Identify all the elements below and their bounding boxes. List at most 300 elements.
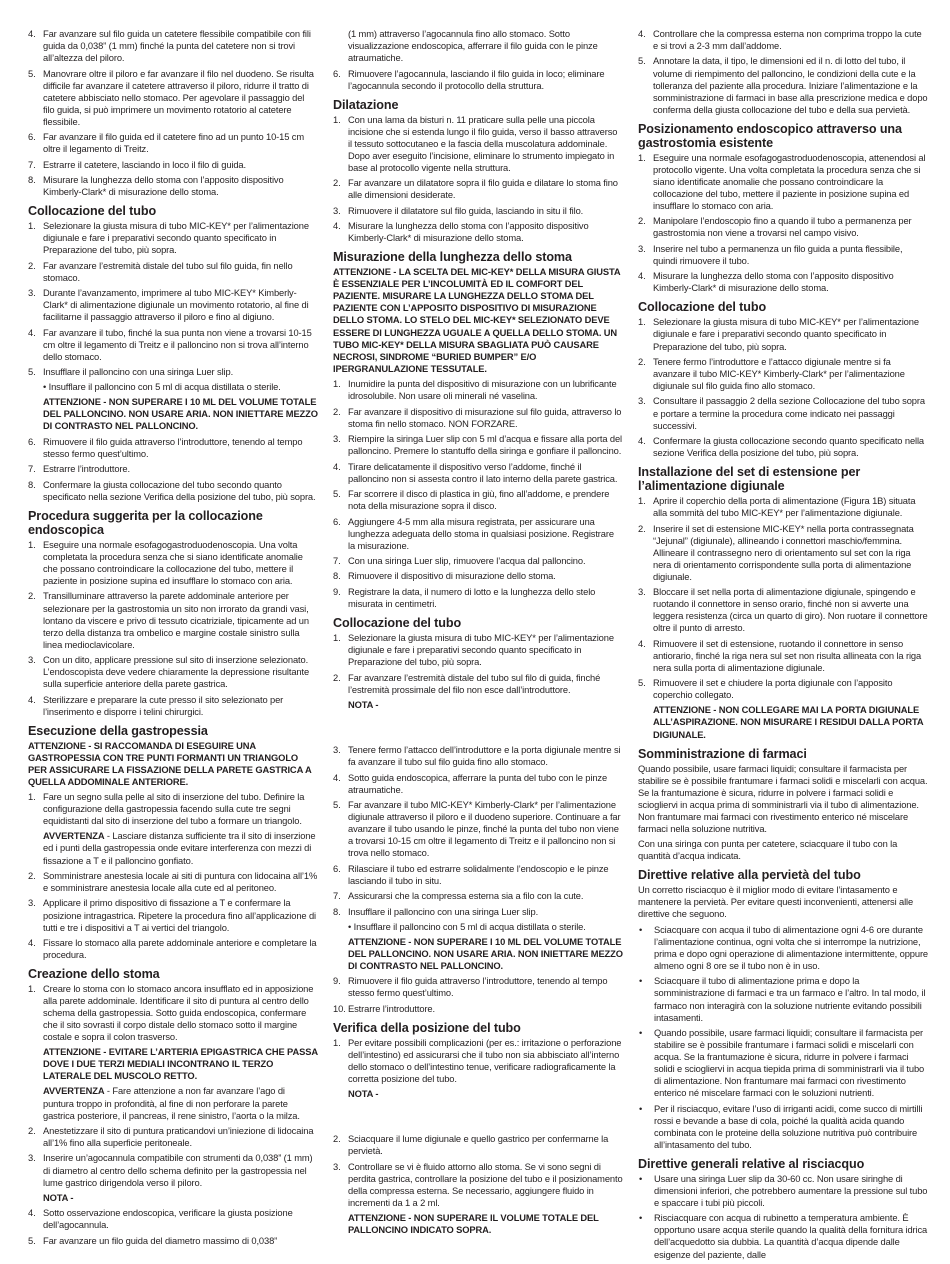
step-number: 10. bbox=[333, 1003, 346, 1014]
step-warning: ATTENZIONE - NON SUPERARE I 10 ML DEL VOLUME TOTALE DEL PALLONCINO. NON USARE ARIA. NON INIETTARE MEZZO DI CONTRASTO NEL PALLONCINO. bbox=[43, 397, 318, 432]
numbered-step bbox=[28, 791, 318, 866]
step-number: 8. bbox=[28, 175, 36, 186]
step-body bbox=[348, 570, 623, 582]
figure-gap bbox=[333, 714, 623, 744]
step-text: Sotto osservazione endoscopica, verificare la giusta posizione dell’agocannula. bbox=[43, 1208, 293, 1231]
step-text: Rimuovere il set e chiudere la porta digiunale con l’apposito coperchio collegato. bbox=[653, 678, 893, 701]
step-number: 5. bbox=[333, 800, 341, 811]
bullet-text: Per il risciacquo, evitare l’uso di irriganti acidi, come succo di mirtilli rossi e bevande a base di cola, poiché la qualità acida quando combinata con le proteine della soluzione nutritiva può contribuire all’intasamento del tubo. bbox=[654, 1103, 923, 1150]
step-text: Sotto guida endoscopica, afferrare la punta del tubo con le pinze atraumatiche. bbox=[348, 772, 608, 795]
step-body bbox=[348, 378, 623, 402]
step-number: 3. bbox=[638, 243, 646, 254]
numbered-step bbox=[638, 638, 928, 674]
step-body bbox=[43, 131, 318, 155]
step-text: Tenere fermo l’introduttore e l’attacco digiunale mentre si fa avanzare il tubo MIC-KEY* Kimberly-Clark* per l’alimentazione digiunale sul filo guida fino allo stomaco. bbox=[653, 356, 905, 392]
step-body bbox=[43, 1235, 318, 1247]
numbered-step bbox=[638, 395, 928, 431]
numbered-step bbox=[333, 406, 623, 430]
step-body bbox=[348, 632, 623, 668]
step-body bbox=[348, 744, 623, 768]
step-body bbox=[43, 463, 318, 475]
numbered-step bbox=[28, 287, 318, 323]
step-text: Tenere fermo l’attacco dell’introduttore e la porta digiunale mentre si fa avanzare il tubo sul filo guida fino allo stomaco. bbox=[348, 745, 621, 768]
numbered-step bbox=[333, 672, 623, 711]
step-body bbox=[348, 586, 623, 610]
numbered-step bbox=[333, 975, 623, 999]
step-text: Con una lama da bisturi n. 11 praticare sulla pelle una piccola incisione che si estenda lungo il filo guida, verso il basso attraverso il tessuto sottocutaneo e la fascia della muscolatura addominale. Dopo aver eseguito l’incisione, eliminare lo strumento impiegato in base al protocollo vigente nella struttura. bbox=[348, 114, 618, 173]
step-body bbox=[348, 975, 623, 999]
numbered-step bbox=[333, 1133, 623, 1157]
step-number: 2. bbox=[28, 260, 36, 271]
step-text: Durante l’avanzamento, imprimere al tubo MIC-KEY* Kimberly-Clark* di alimentazione digiunale un movimento rotatorio, al fine di facilitarne il passaggio attraverso il piloro e fino al digiuno. bbox=[43, 288, 309, 323]
step-number: 1. bbox=[28, 984, 36, 995]
numbered-step bbox=[638, 215, 928, 239]
step-body bbox=[43, 287, 318, 323]
step-number: 3. bbox=[638, 396, 646, 407]
step-body bbox=[348, 461, 623, 485]
step-body bbox=[43, 791, 318, 866]
bullet-dot: • bbox=[639, 1173, 643, 1184]
step-text: Creare lo stoma con lo stomaco ancora insufflato ed in apposizione alla parete addominale. Identificare il sito di puntura al centro dello schema della gastropessia. Sotto guida endoscopica, confermare che il sito sovrasti il corpo distale dello stomaco sotto il margine costale e sopra il colon trasverso. bbox=[43, 984, 314, 1043]
step-text: Controllare che la compressa esterna non comprima troppo la cute e si trovi a 2-3 mm dall’addome. bbox=[653, 29, 922, 52]
step-number: 4. bbox=[28, 29, 36, 39]
numbered-step bbox=[333, 799, 623, 859]
numbered-step bbox=[28, 983, 318, 1122]
step-sub-line: • Insufflare il palloncino con 5 ml di acqua distillata o sterile. bbox=[43, 382, 281, 393]
step-body bbox=[653, 316, 928, 352]
step-number: 2. bbox=[333, 406, 341, 417]
step-number: 4. bbox=[333, 461, 341, 472]
step-body bbox=[43, 870, 318, 894]
numbered-step bbox=[333, 461, 623, 485]
step-body bbox=[653, 28, 928, 52]
step-body bbox=[348, 406, 623, 430]
column-left bbox=[28, 28, 318, 1250]
step-number: 1. bbox=[333, 379, 341, 390]
numbered-step bbox=[28, 220, 318, 256]
section-heading: Creazione dello stoma bbox=[28, 967, 160, 982]
numbered-step bbox=[333, 488, 623, 512]
step-text: Inserire nel tubo a permanenza un filo guida a punta flessibile, quindi rimuovere il tubo. bbox=[653, 243, 903, 266]
step-text: Applicare il primo dispositivo di fissazione a T e confermare la posizione intragastrica. Ripetere la procedura fino all’applicazione di tutti e tre i dispositivi a T ai vertici del triangolo. bbox=[43, 898, 316, 933]
section-heading: Dilatazione bbox=[333, 97, 399, 112]
step-body bbox=[43, 220, 318, 256]
column-right bbox=[638, 28, 928, 1264]
numbered-step bbox=[638, 435, 928, 459]
step-text: Somministrare anestesia locale ai siti di puntura con lidocaina all’1% e somministrare anestesia locale alla cute ed al peritoneo. bbox=[43, 870, 318, 894]
step-body bbox=[348, 1161, 623, 1236]
step-body bbox=[43, 694, 318, 718]
section-heading: Installazione del set di estensione per l’alimentazione digiunale bbox=[638, 465, 861, 494]
step-number: 4. bbox=[28, 937, 36, 948]
warning-text: ATTENZIONE - SI RACCOMANDA DI ESEGUIRE UNA GASTROPESSIA CON TRE PUNTI FORMANTI UN TRIANGOLO PER ASSICURARE LA FISSAZIONE DELLA PARETE GASTRICA A QUELLA ADDOMINALE ANTERIORE. bbox=[28, 740, 312, 787]
numbered-step bbox=[28, 870, 318, 894]
bullet-text: Usare una siringa Luer slip da 30-60 cc. Non usare siringhe di dimensioni inferiori, che potrebbero aumentare la pressione sul tubo e spaccare i tubi più piccoli. bbox=[654, 1173, 928, 1208]
step-number: 4. bbox=[638, 271, 646, 282]
step-number: 4. bbox=[638, 638, 646, 649]
step-text: Per evitare possibili complicazioni (per es.: irritazione o perforazione dell’intestino) ed assicurarsi che il tubo non sia abbisciato all’interno dello stomaco o dell’intestino tenue, verificare radiograficamente la corretta posizione del tubo. bbox=[348, 1037, 622, 1084]
step-number: 4. bbox=[28, 694, 36, 705]
step-text: Fissare lo stomaco alla parete addominale anteriore e completare la procedura. bbox=[43, 937, 317, 961]
step-warning: ATTENZIONE - NON COLLEGARE MAI LA PORTA DIGIUNALE ALL’ASPIRAZIONE. NON MISURARE I RESIDUI DALLA PORTA DIGIUNALE. bbox=[653, 705, 924, 740]
step-text: Eseguire una normale esofagogastroduodenoscopia, attenendosi al protocollo vigente. Una volta completata la procedura senza che si siano identificate anomalie che possano controindicare la collocazione del tubo, mettere il paziente in posizione supina ed insufflare lo stomaco con aria. bbox=[653, 152, 926, 211]
step-body bbox=[43, 68, 318, 128]
step-advisory bbox=[43, 830, 318, 866]
numbered-step bbox=[28, 463, 318, 475]
numbered-step bbox=[28, 1207, 318, 1231]
bullet-dot: • bbox=[639, 1213, 643, 1224]
step-body bbox=[43, 1125, 318, 1149]
step-body bbox=[348, 205, 623, 217]
advisory-label: AVVERTENZA bbox=[43, 1086, 105, 1097]
step-body bbox=[653, 677, 928, 740]
step-body bbox=[348, 1037, 623, 1100]
step-body bbox=[653, 270, 928, 294]
numbered-step bbox=[638, 28, 928, 52]
step-text: Tirare delicatamente il dispositivo verso l’addome, finché il palloncino non si assesta contro il lato interno della parete gastrica. bbox=[348, 461, 618, 484]
step-warning: ATTENZIONE - EVITARE L’ARTERIA EPIGASTRICA CHE PASSA DOVE I DUE TERZI MEDIALI INCONTRANO IL TERZO LATERALE DEL MUSCOLO RETTO. bbox=[43, 1047, 318, 1082]
numbered-step bbox=[28, 897, 318, 933]
step-body bbox=[43, 260, 318, 284]
step-text: Estrarre il catetere, lasciando in loco il filo di guida. bbox=[43, 159, 246, 170]
step-body bbox=[348, 890, 623, 902]
step-text: Rilasciare il tubo ed estrarre solidalmente l’endoscopio e le pinze lasciando il tubo in situ. bbox=[348, 863, 609, 886]
numbered-step bbox=[28, 937, 318, 961]
step-number: 3. bbox=[333, 434, 341, 445]
step-number: 4. bbox=[28, 1208, 36, 1219]
numbered-step bbox=[28, 436, 318, 460]
warning-text: ATTENZIONE - LA SCELTA DEL MIC-KEY* DELLA MISURA GIUSTA È ESSENZIALE PER L’INCOLUMITÀ ED IL COMFORT DEL PAZIENTE. MISURARE LA LUNGHEZZA DELLO STOMA DEL PAZIENTE CON L’APPOSITO DISPOSITIVO DI MISURAZIONE DELLO STOMA. LO STELO DEL MIC-KEY* SELEZIONATO DEVE ESSERE DI LUNGHEZZA UGUALE A QUELLA DELLO STOMA. UN TUBO MIC-KEY* DELLA MISURA SBAGLIATA PUÒ CAUSARE NECROSI, SINDROME “BURIED BUMPER” E/O IPERGRANULAZIONE TESSUTALE. bbox=[333, 267, 621, 374]
numbered-step bbox=[638, 523, 928, 583]
step-number: 5. bbox=[28, 1235, 36, 1246]
step-body bbox=[43, 479, 318, 503]
step-text: Con un dito, applicare pressione sul sito di inserzione selezionato. L’endoscopista deve vedere chiaramente la depressione risultante sulla superficie anteriore della parete gastrica. bbox=[43, 655, 310, 690]
paragraph: Quando possibile, usare farmaci liquidi; consultare il farmacista per stabilire se è possibile frantumare i farmaci solidi e miscelarli con acqua. Se la frantumazione è sicura, ridurre in polvere i farmaci solidi e sciogliervi in acqua prima di somministrarli via il tubo di alimentazione. Non frantumare mai farmaci con rivestimento enterico né miscelare farmaci nella soluzione nutritiva. bbox=[638, 763, 928, 834]
step-text: Consultare il passaggio 2 della sezione Collocazione del tubo sopra e portare a termine la procedura come indicato nei passaggi successivi. bbox=[653, 396, 925, 431]
step-number: 9. bbox=[333, 976, 341, 987]
step-number: 5. bbox=[28, 68, 36, 79]
bullet-item bbox=[638, 924, 928, 972]
section-heading: Verifica della posizione del tubo bbox=[333, 1020, 521, 1035]
step-warning: ATTENZIONE - NON SUPERARE IL VOLUME TOTALE DEL PALLONCINO INDICATO SOPRA. bbox=[348, 1213, 599, 1236]
step-text: Manipolare l’endoscopio fino a quando il tubo a permanenza per gastrostomia non viene a trovarsi nel campo visivo. bbox=[653, 216, 912, 239]
advisory-label: AVVERTENZA bbox=[43, 831, 105, 842]
step-body bbox=[348, 433, 623, 457]
numbered-step bbox=[28, 68, 318, 128]
step-body bbox=[653, 152, 928, 212]
step-number: 8. bbox=[333, 571, 341, 582]
step-text: Anestetizzare il sito di puntura praticandovi un’iniezione di lidocaina all’1% fino alla superficie peritoneale. bbox=[43, 1125, 314, 1149]
step-number: 1. bbox=[28, 792, 36, 803]
step-text: Far avanzare un dilatatore sopra il filo guida e dilatare lo stoma fino alle dimensioni desiderate. bbox=[348, 178, 618, 201]
bullet-dot: • bbox=[639, 1103, 643, 1114]
numbered-step bbox=[638, 677, 928, 740]
numbered-step bbox=[333, 516, 623, 552]
step-text: Registrare la data, il numero di lotto e la lunghezza dello stelo misurata in centimetri. bbox=[348, 586, 596, 609]
numbered-step bbox=[333, 586, 623, 610]
step-number: 8. bbox=[333, 906, 341, 917]
step-body bbox=[348, 28, 623, 64]
numbered-step bbox=[333, 205, 623, 217]
section-heading: Somministrazione di farmaci bbox=[638, 746, 807, 761]
note-label: NOTA - bbox=[348, 1088, 379, 1099]
step-body bbox=[43, 366, 318, 432]
step-text: Rimuovere l’agocannula, lasciando il filo guida in loco; eliminare l’agocannula secondo il protocollo della struttura. bbox=[348, 68, 605, 91]
step-text: Sciacquare il lume digiunale e quello gastrico per confermarne la pervietà. bbox=[348, 1134, 609, 1157]
step-text: Bloccare il set nella porta di alimentazione digiunale, spingendo e ruotando il connettore in senso orario, finché non si avverte una leggera resistenza (circa un quarto di giro). Non ruotare il connettore oltre il punto di arresto. bbox=[653, 587, 928, 634]
step-number: 7. bbox=[28, 159, 36, 170]
step-number: 3. bbox=[638, 587, 646, 598]
numbered-step bbox=[28, 539, 318, 587]
paragraph: Un corretto risciacquo è il miglior modo di evitare l’intasamento e mantenere la pervietà. Per evitare questi inconvenienti, attenersi alle direttive che seguono. bbox=[638, 885, 914, 920]
numbered-step bbox=[28, 1152, 318, 1203]
section-heading: Collocazione del tubo bbox=[638, 300, 767, 315]
step-text: Misurare la lunghezza dello stoma con l’apposito dispositivo Kimberly-Clark* di misurazione dello stoma. bbox=[43, 175, 284, 198]
numbered-step bbox=[333, 114, 623, 174]
numbered-step bbox=[333, 890, 623, 902]
step-body bbox=[653, 586, 928, 634]
numbered-step bbox=[638, 152, 928, 212]
step-number: 2. bbox=[638, 356, 646, 367]
step-number: 1. bbox=[638, 152, 646, 163]
numbered-step bbox=[333, 68, 623, 92]
step-number: 4. bbox=[638, 29, 646, 39]
step-number: 3. bbox=[333, 745, 341, 756]
step-text: Estrarre l’introduttore. bbox=[43, 464, 130, 475]
step-body bbox=[43, 937, 318, 961]
step-warning: ATTENZIONE - NON SUPERARE I 10 ML DEL VOLUME TOTALE DEL PALLONCINO. NON USARE ARIA. NON INIETTARE MEZZO DI CONTRASTO NEL PALLONCINO. bbox=[348, 936, 623, 971]
step-number: 2. bbox=[28, 1125, 36, 1136]
step-number: 3. bbox=[28, 655, 36, 666]
step-body bbox=[43, 159, 318, 171]
step-continuation bbox=[333, 28, 623, 64]
step-number: 2. bbox=[28, 591, 36, 602]
step-number: 3. bbox=[333, 205, 341, 216]
numbered-step bbox=[638, 243, 928, 267]
numbered-step bbox=[28, 366, 318, 432]
step-body bbox=[348, 772, 623, 796]
step-body bbox=[43, 436, 318, 460]
numbered-step bbox=[333, 433, 623, 457]
numbered-step bbox=[28, 590, 318, 650]
step-number: 6. bbox=[333, 863, 341, 874]
step-body bbox=[43, 1152, 318, 1203]
step-number: 9. bbox=[333, 586, 341, 597]
step-text: Inserire il set di estensione MIC-KEY* nella porta contrassegnata “Jejunal” (digiunale), allineando i connettori maschio/femmina. Allineare il contrassegno nero di orientamento sul set con la riga nera di orientamento corrispondente sulla porta di alimentazione digiunale. bbox=[653, 523, 914, 582]
step-text: Aprire il coperchio della porta di alimentazione (Figura 1B) situata alla sommità del tubo MIC-KEY* per l’alimentazione digiunale. bbox=[653, 496, 916, 519]
step-body bbox=[348, 863, 623, 887]
step-text: Far avanzare il filo guida ed il catetere fino ad un punto 10-15 cm oltre il legamento di Treitz. bbox=[43, 132, 305, 155]
step-text: Riempire la siringa Luer slip con 5 ml d’acqua e fissare alla porta del palloncino. Premere lo stantuffo della siringa e gonfiare il palloncino. bbox=[348, 434, 623, 457]
step-text: Inumidire la punta del dispositivo di misurazione con un lubrificante idrosolubile. Non usare oli minerali né vaselina. bbox=[348, 379, 617, 402]
step-text: Con una siringa Luer slip, rimuovere l’acqua dal palloncino. bbox=[348, 556, 586, 567]
step-body bbox=[43, 1207, 318, 1231]
step-body bbox=[43, 654, 318, 690]
step-advisory bbox=[43, 1085, 318, 1121]
step-text: Selezionare la giusta misura di tubo MIC-KEY* per l’alimentazione digiunale e fare i preparativi secondo quanto specificato in Preparazione del tubo, più sopra. bbox=[43, 221, 309, 256]
step-text: Far avanzare un filo guida del diametro massimo di 0,038” bbox=[43, 1235, 278, 1246]
step-body bbox=[653, 435, 928, 459]
bullet-item bbox=[638, 1027, 928, 1099]
step-number: 7. bbox=[333, 891, 341, 902]
step-body bbox=[348, 516, 623, 552]
numbered-step bbox=[28, 1125, 318, 1149]
step-text: Manovrare oltre il piloro e far avanzare il filo nel duodeno. Se risulta difficile far avanzare il catetere attraverso il piloro, ridurre il tratto di catetere abbisciato nello stomaco. Per agevolare il passaggio del filo guida, si può imprimere un movimento rotatorio al catetere flessibile. bbox=[43, 68, 314, 127]
numbered-step bbox=[28, 479, 318, 503]
paragraph: Con una siringa con punta per catetere, sciacquare il tubo con la quantità d’acqua indicata. bbox=[638, 839, 898, 862]
step-body bbox=[653, 55, 928, 115]
step-text: Far avanzare l’estremità distale del tubo sul filo guida, fin nello stomaco. bbox=[43, 260, 293, 283]
step-body bbox=[43, 897, 318, 933]
step-text: Assicurarsi che la compressa esterna sia a filo con la cute. bbox=[348, 891, 584, 902]
bullet-text: Quando possibile, usare farmaci liquidi; consultare il farmacista per stabilire se è possibile frantumare i farmaci solidi e miscelarli con acqua. Se la frantumazione è sicura, ridurre in polvere i farmaci solidi e sciogliervi in acqua tiepida prima di somministrarli via il tubo di alimentazione. Non frantumare mai farmaci con rivestimento enterico né miscelare farmaci con le soluzioni nutrienti. bbox=[654, 1028, 925, 1099]
column-middle bbox=[333, 28, 623, 1240]
step-number: 8. bbox=[28, 479, 36, 490]
bullet-dot: • bbox=[639, 1028, 643, 1038]
numbered-step bbox=[333, 555, 623, 567]
step-body bbox=[348, 114, 623, 174]
step-text: Controllare se vi è fluido attorno allo stoma. Se vi sono segni di perdita gastrica, controllare la posizione del tubo e il posizionamento della compressa esterna. Se necessario, aggiungere fluido in incrementi da 1 a 2 ml. bbox=[348, 1161, 623, 1208]
bullet-text: Sciacquare il tubo di alimentazione prima e dopo la somministrazione di farmaci e tra un farmaco e l’altro. In tal modo, il farmaco non interagirà con la soluzione nutriente evitando possibili intasamenti. bbox=[654, 976, 926, 1023]
step-text: Eseguire una normale esofagogastroduodenoscopia. Una volta completata la procedura senza che si siano identificate anomalie che possano controindicare la collocazione del tubo, mettere il paziente in posizione supina ed insufflare lo stomaco con aria. bbox=[43, 539, 303, 587]
step-body bbox=[653, 243, 928, 267]
numbered-step bbox=[333, 177, 623, 201]
note-label: NOTA - bbox=[43, 1192, 74, 1203]
step-number: 4. bbox=[333, 221, 341, 232]
step-number: 7. bbox=[333, 556, 341, 567]
step-text: Far avanzare il tubo MIC-KEY* Kimberly-Clark* per l’alimentazione digiunale attraverso il piloro e il duodeno superiore. Continuare a far avanzare il tubo usando le pinze, finché la punta del tubo non viene a trovarsi 10-15 cm oltre il legamento di Treitz e il palloncino non si trova nello stomaco. bbox=[348, 800, 621, 859]
step-body bbox=[348, 220, 623, 244]
numbered-step bbox=[333, 906, 623, 972]
step-text: Far avanzare l’estremità distale del tubo sul filo di guida, finché l’estremità prossimale del filo non esce dall’introduttore. bbox=[348, 672, 601, 695]
step-body bbox=[653, 215, 928, 239]
step-number: 3. bbox=[28, 1153, 36, 1164]
step-number: 7. bbox=[28, 464, 36, 475]
step-number: 2. bbox=[638, 523, 646, 534]
bullet-dot: • bbox=[639, 976, 643, 987]
step-text: Confermare la giusta collocazione secondo quanto specificato nella sezione Verifica della posizione del tubo, più sopra. bbox=[653, 436, 925, 459]
section-heading: Collocazione del tubo bbox=[333, 616, 462, 630]
step-number: 3. bbox=[333, 1161, 341, 1172]
numbered-step bbox=[333, 632, 623, 668]
step-body bbox=[43, 327, 318, 363]
numbered-step bbox=[638, 316, 928, 352]
step-text: Rimuovere il set di estensione, ruotando il connettore in senso antiorario, finché la riga nera sul set non risulta allineata con la riga nera sulla porta di alimentazione digiunale. bbox=[653, 638, 922, 673]
step-text: Rimuovere il filo guida attraverso l’introduttore, tenendo al tempo stesso fermo quest’ultimo. bbox=[348, 976, 608, 999]
bullet-item bbox=[638, 975, 928, 1023]
step-body bbox=[348, 488, 623, 512]
step-number: 6. bbox=[28, 436, 36, 447]
step-number: 4. bbox=[333, 772, 341, 783]
step-body bbox=[348, 1133, 623, 1157]
numbered-step bbox=[638, 356, 928, 392]
numbered-step bbox=[28, 694, 318, 718]
step-number: 5. bbox=[638, 678, 646, 689]
step-body bbox=[348, 906, 623, 972]
step-body bbox=[653, 356, 928, 392]
step-text: Sterilizzare e preparare la cute presso il sito selezionato per l’inserimento e disporre i telini chirurgici. bbox=[43, 694, 284, 717]
step-text: Aggiungere 4-5 mm alla misura registrata, per assicurare una lunghezza adeguata dello stoma in qualsiasi posizione. Registrare la misurazione. bbox=[348, 516, 614, 551]
step-body bbox=[43, 590, 318, 650]
step-text: Far avanzare il tubo, finché la sua punta non viene a trovarsi 10-15 cm oltre il legamento di Treitz e il palloncino non si trova all’interno dello stomaco. bbox=[43, 327, 312, 362]
section-heading: Procedura suggerita per la collocazione endoscopica bbox=[28, 508, 263, 537]
step-body bbox=[653, 495, 928, 519]
step-number: 6. bbox=[333, 516, 341, 527]
bullet-text: Risciacquare con acqua di rubinetto a temperatura ambiente. È opportuno usare acqua sterile quando la qualità della fornitura idrica dell’acquedotto sia dubbia. La quantità d’acqua dipende dalle esigenze del paziente, dalle bbox=[654, 1213, 928, 1260]
step-body bbox=[43, 174, 318, 198]
step-body bbox=[348, 799, 623, 859]
numbered-step bbox=[333, 220, 623, 244]
numbered-step bbox=[333, 744, 623, 768]
section-heading: Direttive relative alla pervietà del tubo bbox=[638, 868, 861, 883]
bullet-dot: • bbox=[639, 924, 643, 935]
section-heading: Esecuzione della gastropessia bbox=[28, 723, 208, 738]
numbered-step bbox=[638, 270, 928, 294]
numbered-step bbox=[333, 570, 623, 582]
numbered-step bbox=[638, 586, 928, 634]
step-number: 1. bbox=[28, 539, 36, 550]
step-number: 2. bbox=[333, 178, 341, 189]
step-text: Insufflare il palloncino con una siringa Luer slip. bbox=[43, 367, 234, 378]
step-text: Fare un segno sulla pelle al sito di inserzione del tubo. Definire la configurazione della gastropessia facendo sulla cute tre segni equidistanti dal sito di inserzione del tubo a formare un triangolo. bbox=[43, 792, 305, 827]
numbered-step bbox=[638, 495, 928, 519]
step-number: 6. bbox=[28, 132, 36, 143]
step-text: Selezionare la giusta misura di tubo MIC-KEY* per l’alimentazione digiunale e fare i preparativi secondo quanto specificato in Preparazione del tubo, più sopra. bbox=[348, 633, 614, 668]
section-heading: Posizionamento endoscopico attraverso una gastrostomia esistente bbox=[638, 121, 902, 150]
step-text: Far scorrere il disco di plastica in giù, fino all’addome, e prendere nota della misurazione sopra il disco. bbox=[348, 489, 610, 512]
step-number: 5. bbox=[28, 367, 36, 378]
numbered-step bbox=[333, 1037, 623, 1100]
step-number: 1. bbox=[638, 496, 646, 507]
step-text: Rimuovere il dispositivo di misurazione dello stoma. bbox=[348, 571, 556, 582]
numbered-step bbox=[28, 28, 318, 64]
step-body bbox=[653, 523, 928, 583]
section-heading: Collocazione del tubo bbox=[28, 204, 157, 219]
numbered-step bbox=[28, 327, 318, 363]
step-number: 4. bbox=[28, 327, 36, 338]
numbered-step bbox=[28, 131, 318, 155]
step-number: 5. bbox=[638, 56, 646, 67]
step-body bbox=[43, 539, 318, 587]
step-number: 4. bbox=[638, 436, 646, 446]
step-text: Insufflare il palloncino con una siringa Luer slip. bbox=[348, 906, 539, 917]
step-text: Inserire un’agocannula compatibile con strumenti da 0,038” (1 mm) di diametro al centro dello schema definito per la gastropessia nel lume gastrico dirigendola verso il piloro. bbox=[43, 1153, 313, 1188]
step-number: 3. bbox=[28, 288, 36, 299]
bullet-item bbox=[638, 1103, 928, 1151]
step-number bbox=[333, 28, 348, 64]
bullet-item bbox=[638, 1173, 928, 1209]
numbered-step bbox=[333, 772, 623, 796]
step-text: Estrarre l’introduttore. bbox=[348, 1003, 435, 1014]
step-text: Confermare la giusta collocazione del tubo secondo quanto specificato nella sezione Verifica della posizione del tubo, più sopra. bbox=[43, 479, 316, 502]
figure-gap bbox=[333, 1103, 623, 1133]
step-text: (1 mm) attraverso l’agocannula fino allo stomaco. Sotto visualizzazione endoscopica, afferrare il filo guida con le pinze atraumatiche. bbox=[348, 29, 598, 64]
numbered-step bbox=[638, 55, 928, 115]
numbered-step bbox=[28, 654, 318, 690]
step-body bbox=[653, 638, 928, 674]
step-number: 2. bbox=[638, 216, 646, 227]
bullet-text: Sciacquare con acqua il tubo di alimentazione ogni 4-6 ore durante l’alimentazione continua, ogni volta che si interrompe la nutrizione, prima e dopo ogni operazione di alimentazione intermittente, oppure almeno ogni 8 ore se il tubo non è in uso. bbox=[654, 924, 929, 971]
step-number: 6. bbox=[333, 68, 341, 79]
step-number: 1. bbox=[333, 1037, 341, 1048]
numbered-step bbox=[28, 174, 318, 198]
step-body bbox=[348, 1003, 623, 1015]
numbered-step bbox=[28, 1235, 318, 1247]
step-text: Far avanzare sul filo guida un catetere flessibile compatibile con fili guida da 0,038” (1 mm) finché la punta del catetere non si trovi all’altezza del piloro. bbox=[43, 29, 311, 64]
step-sub-line: • Insufflare il palloncino con 5 ml di acqua distillata o sterile. bbox=[348, 921, 586, 932]
step-body bbox=[43, 983, 318, 1122]
step-number: 2. bbox=[333, 672, 341, 683]
